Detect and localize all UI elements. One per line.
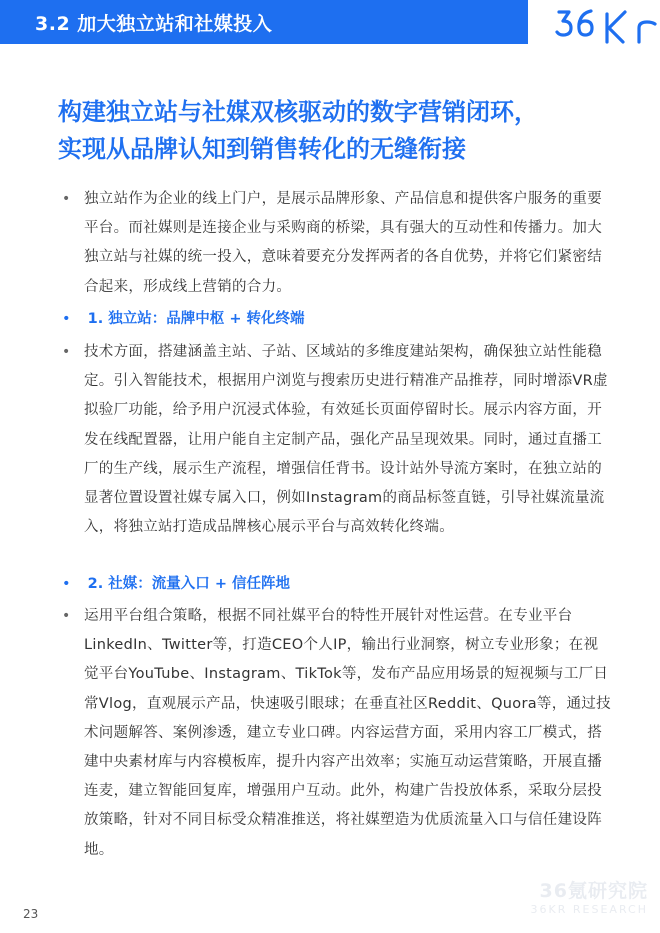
subheading-independent-site	[62, 307, 305, 328]
subheading-text: 1. 独立站：品牌中枢 + 转化终端	[87, 311, 305, 327]
bullet-icon: •	[62, 191, 71, 207]
footer-brand	[528, 876, 648, 916]
headline	[58, 94, 638, 168]
footer-brand-cn: 36氪研究院	[539, 880, 648, 902]
independent-site-text: 技术方面，搭建涵盖主站、子站、区域站的多维度建站架构，确保独立站性能稳定。引入智能技术，根据用户浏览与搜索历史进行精准产品推荐，同时增添VR虚拟验厂功能，给予用户沉浸式体验，有效延长页面停留时长。展示内容方面，开发在线配置器，让用户能自主定制产品，强化产品呈现效果。同时，通过直播工厂的生产线，展示生产流程，增强信任背书。设计站外导流方案时，在独立站的显著位置设置社媒专属入口，例如Instagram的商品标签直链，引导社媒流量流入，将独立站打造成品牌核心展示平台与高效转化终端。	[84, 344, 608, 536]
social-media-text: 运用平台组合策略，根据不同社媒平台的特性开展针对性运营。在专业平台LinkedIn、Twitter等，打造CEO个人IP，输出行业洞察，树立专业形象；在视觉平台YouTube、Instagram、TikTok等，发布产品应用场景的短视频与工厂日常Vlog，直观展示产品，快速吸引眼球；在垂直社区Reddit、Quora等，通过技术问题解答、案例渗透，建立专业口碑。内容运营方面，采用内容工厂模式，搭建中央素材库与内容模板库，提升内容产出效率；实施互动运营策略，开展直播连麦，建立智能回复库，增强用户互动。此外，构建广告投放体系，采取分层投放策略，针对不同目标受众精准推送，将社媒塑造为优质流量入口与信任建设阵地。	[84, 608, 611, 858]
36kr-logo	[555, 4, 660, 44]
social-media-paragraph	[62, 602, 612, 865]
bullet-icon: •	[62, 344, 71, 360]
section-title: 3.2 加大独立站和社媒投入	[35, 13, 273, 35]
intro-text: 独立站作为企业的线上门户，是展示品牌形象、产品信息和提供客户服务的重要平台。而社媒则是连接企业与采购商的桥梁，具有强大的互动性和传播力。加大独立站与社媒的统一投入，意味着要充分发挥两者的各自优势，并将它们紧密结合起来，形成线上营销的合力。	[84, 191, 602, 295]
subheading-social-media	[62, 572, 290, 593]
logo-mark	[555, 4, 660, 44]
header-bar	[0, 0, 528, 44]
headline-line-1: 构建独立站与社媒双核驱动的数字营销闭环，	[58, 98, 538, 126]
bullet-icon: •	[62, 311, 71, 327]
footer-brand-en: 36KR RESEARCH	[530, 903, 648, 916]
bullet-icon: •	[62, 608, 71, 624]
headline-line-2: 实现从品牌认知到销售转化的无缝衔接	[58, 135, 466, 163]
page-number: 23	[23, 907, 39, 921]
independent-site-paragraph	[62, 338, 612, 542]
subheading-text: 2. 社媒：流量入口 + 信任阵地	[87, 576, 291, 592]
bullet-icon: •	[62, 576, 71, 592]
intro-paragraph	[62, 185, 612, 302]
